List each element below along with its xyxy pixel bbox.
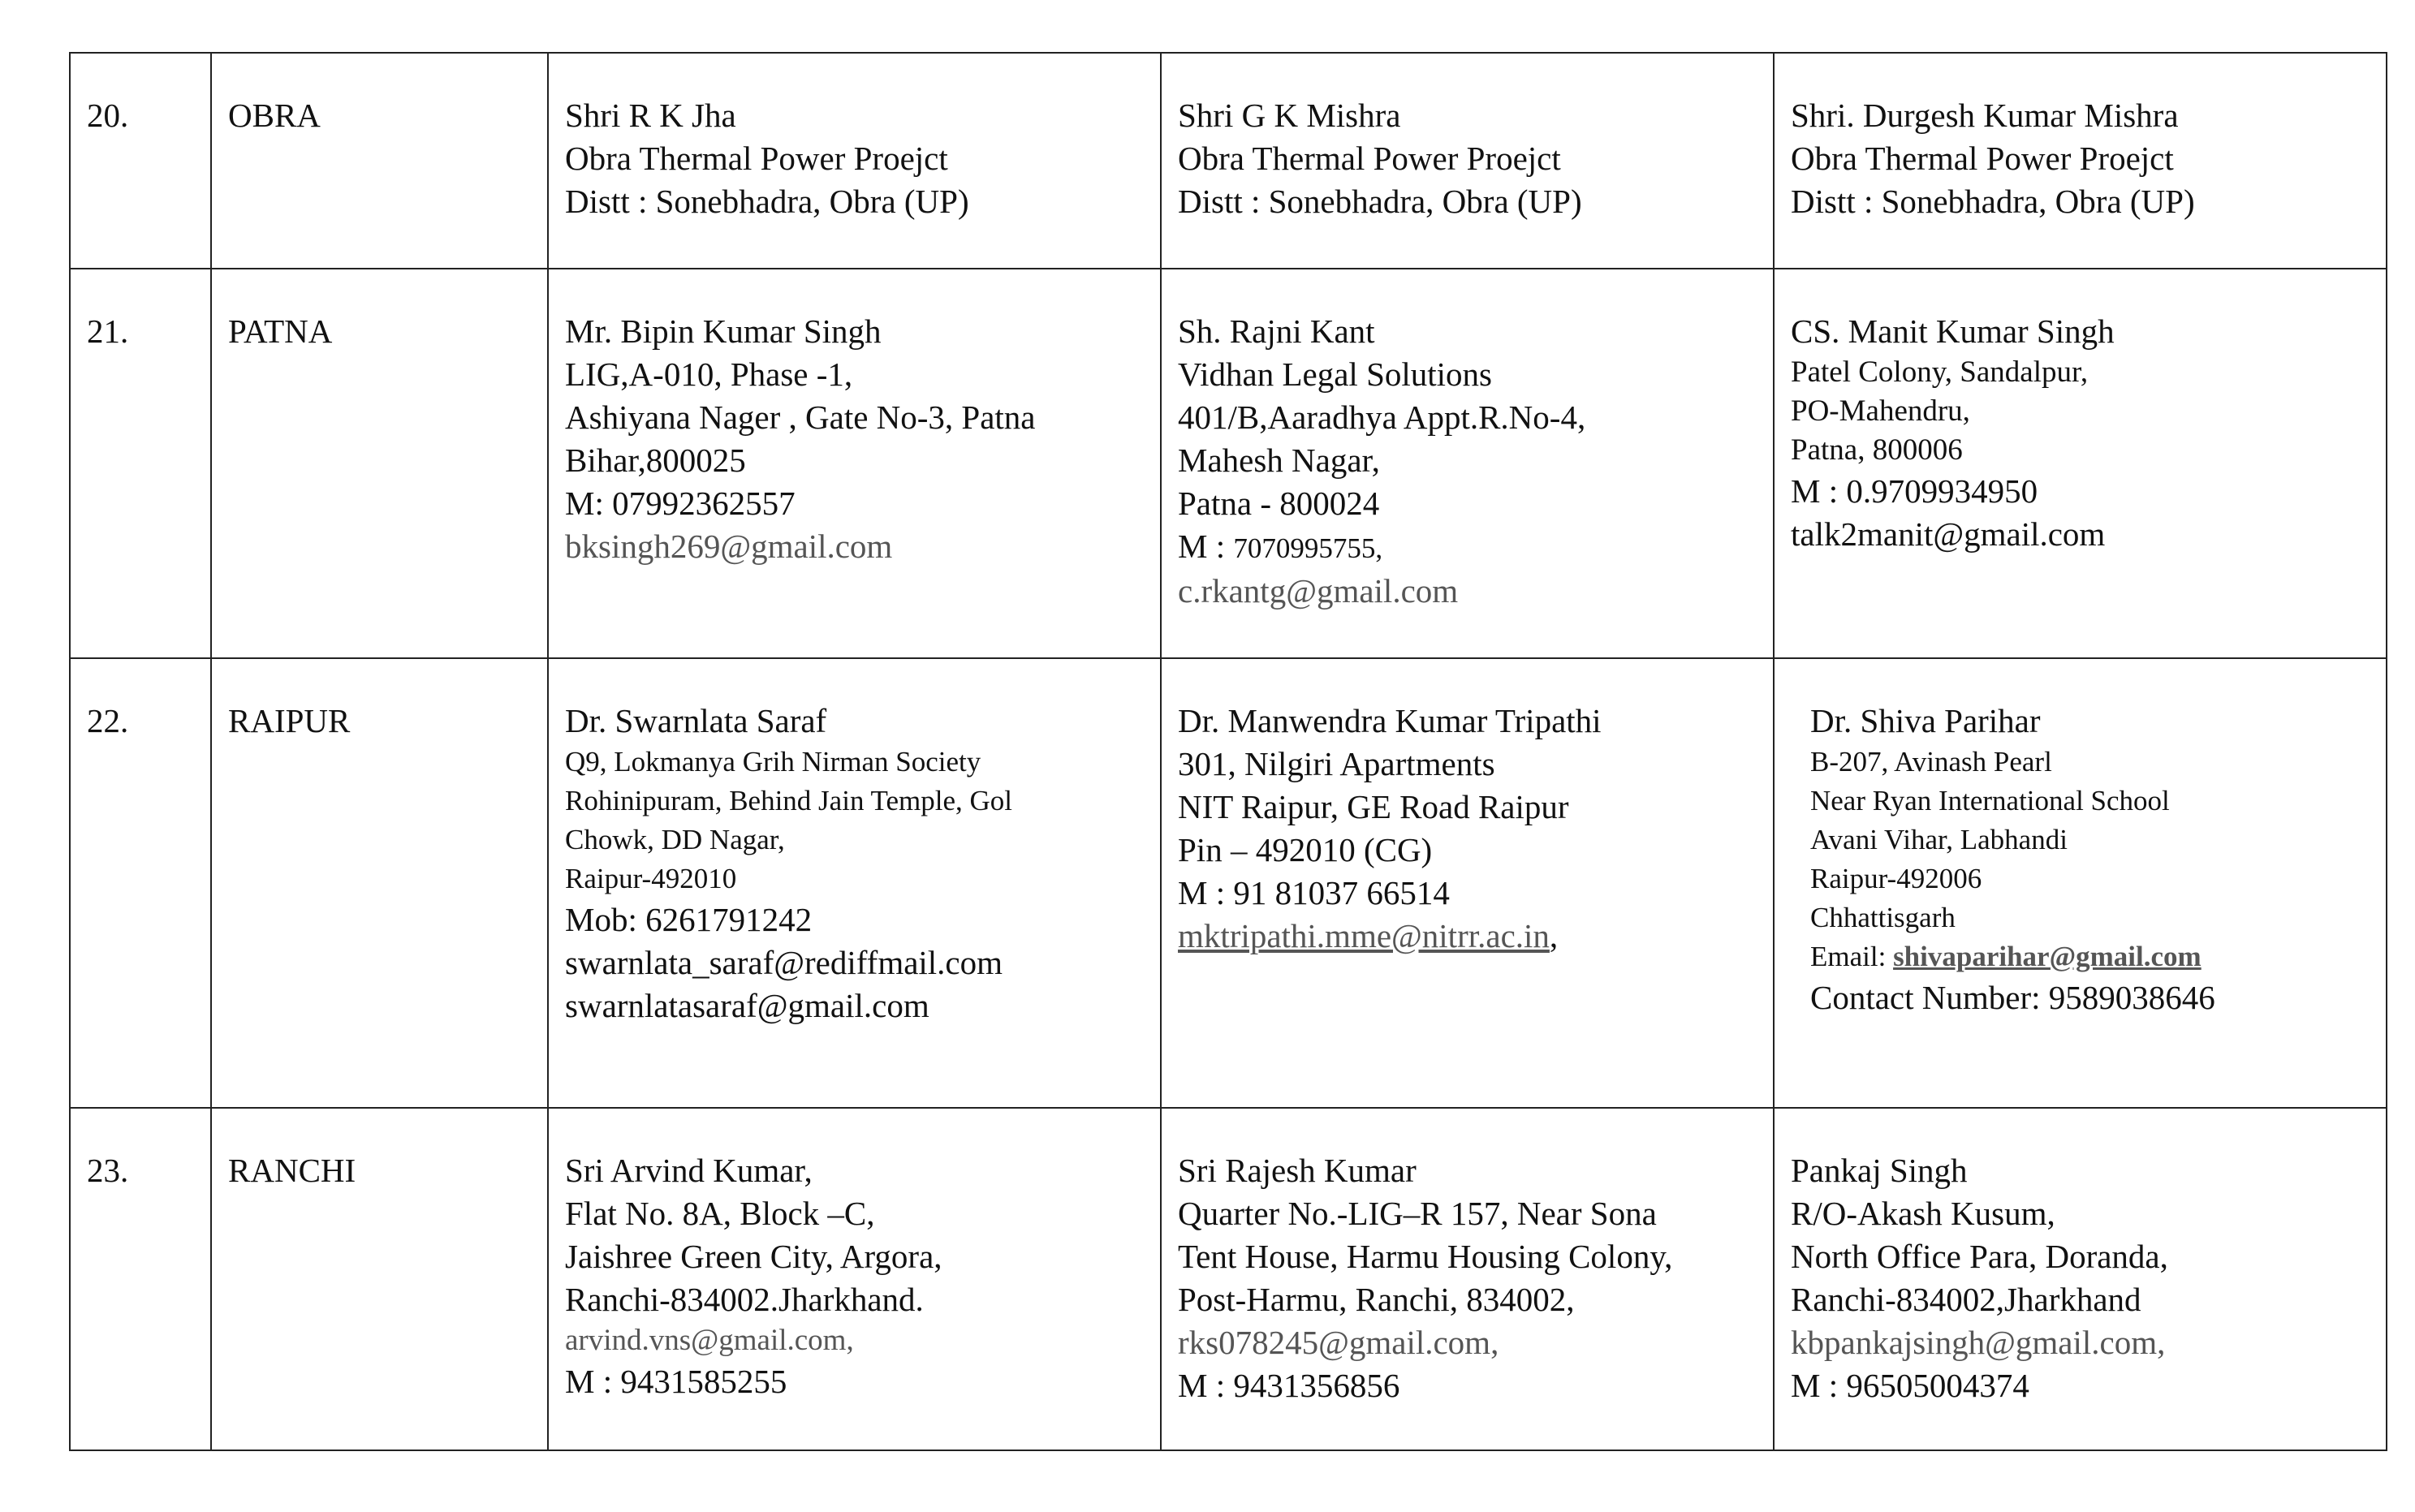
address-line: NIT Raipur, GE Road Raipur	[1178, 788, 1569, 825]
chapter-cell	[211, 658, 548, 1108]
address-line: Quarter No.-LIG–R 157, Near Sona	[1178, 1195, 1657, 1232]
phone-number: M : 96505004374	[1791, 1367, 2029, 1404]
chapter-name: RAIPUR	[228, 702, 351, 739]
chapter-name: OBRA	[228, 97, 321, 134]
address-line: Ranchi-834002,Jharkhand	[1791, 1281, 2141, 1318]
serial-number-cell	[70, 53, 211, 269]
serial-number: 21.	[87, 312, 129, 350]
contact-cell	[548, 53, 1161, 269]
email-link[interactable]: swarnlatasaraf@gmail.com	[565, 987, 929, 1024]
address-line: Rohinipuram, Behind Jain Temple, Gol	[565, 785, 1013, 816]
serial-number-cell	[70, 658, 211, 1108]
address-line: 301, Nilgiri Apartments	[1178, 745, 1495, 782]
address-line: Post-Harmu, Ranchi, 834002,	[1178, 1281, 1575, 1318]
phone-number	[1178, 525, 1757, 570]
chapter-name: RANCHI	[228, 1152, 356, 1189]
table-row	[70, 53, 2387, 269]
serial-number: 23.	[87, 1152, 129, 1189]
email-link[interactable]: swarnlata_saraf@rediffmail.com	[565, 944, 1003, 981]
table-row	[70, 658, 2387, 1108]
contact-cell	[1774, 658, 2387, 1108]
address-line: Near Ryan International School	[1810, 785, 2170, 816]
contact-name: Pankaj Singh	[1791, 1152, 1968, 1189]
phone-number: Contact Number: 9589038646	[1810, 979, 2215, 1016]
contact-name: Dr. Shiva Parihar	[1810, 702, 2041, 739]
phone-number: M: 07992362557	[565, 485, 796, 522]
chapter-cell	[211, 53, 548, 269]
contact-cell	[548, 658, 1161, 1108]
phone-number: M : 91 81037 66514	[1178, 874, 1450, 911]
address-line: B-207, Avinash Pearl	[1810, 746, 2052, 778]
address-line: Chhattisgarh	[1810, 902, 1956, 933]
email-link[interactable]: c.rkantg@gmail.com	[1178, 572, 1459, 610]
contact-name: Mr. Bipin Kumar Singh	[565, 312, 882, 350]
address-line: Patna - 800024	[1178, 485, 1380, 522]
address-line: Mahesh Nagar,	[1178, 442, 1380, 479]
phone-number: Mob: 6261791242	[565, 901, 813, 938]
address-line: Tent House, Harmu Housing Colony,	[1178, 1238, 1673, 1275]
email-line	[1791, 937, 2370, 976]
contact-cell	[1161, 658, 1774, 1108]
email-line	[1178, 915, 1757, 958]
phone-label: M :	[1178, 528, 1234, 565]
address-line: Obra Thermal Power Proejct	[1178, 140, 1561, 177]
contact-cell	[1774, 53, 2387, 269]
phone-number: M : 9431356856	[1178, 1367, 1400, 1404]
serial-number-cell	[70, 1108, 211, 1450]
contact-name: Sri Arvind Kumar,	[565, 1152, 813, 1189]
contact-name: CS. Manit Kumar Singh	[1791, 312, 2115, 350]
address-line: Pin – 492010 (CG)	[1178, 831, 1433, 868]
chapter-name: PATNA	[228, 312, 333, 350]
contact-name: Shri. Durgesh Kumar Mishra	[1791, 97, 2179, 134]
email-link[interactable]: rks078245@gmail.com,	[1178, 1324, 1499, 1361]
contact-name: Shri R K Jha	[565, 97, 736, 134]
table-row	[70, 1108, 2387, 1450]
email-link[interactable]: talk2manit@gmail.com	[1791, 515, 2106, 553]
address-line: Raipur-492010	[565, 863, 737, 894]
address-line: Avani Vihar, Labhandi	[1810, 824, 2068, 855]
serial-number: 22.	[87, 702, 129, 739]
table-row	[70, 269, 2387, 658]
address-line: Obra Thermal Power Proejct	[1791, 140, 2174, 177]
serial-number: 20.	[87, 97, 129, 134]
address-line: 401/B,Aaradhya Appt.R.No-4,	[1178, 398, 1586, 436]
phone-value: 7070995755,	[1233, 532, 1383, 564]
email-link[interactable]: arvind.vns@gmail.com,	[565, 1324, 854, 1357]
contact-cell	[548, 269, 1161, 658]
contact-name: Sh. Rajni Kant	[1178, 312, 1375, 350]
email-link[interactable]: shivaparihar@gmail.com	[1893, 941, 2202, 972]
contact-cell	[1774, 1108, 2387, 1450]
address-line: Flat No. 8A, Block –C,	[565, 1195, 875, 1232]
address-line: Distt : Sonebhadra, Obra (UP)	[1178, 183, 1582, 220]
chapter-cell	[211, 269, 548, 658]
contact-cell	[1774, 269, 2387, 658]
address-line: Chowk, DD Nagar,	[565, 824, 785, 855]
contact-name: Sri Rajesh Kumar	[1178, 1152, 1417, 1189]
address-line: Vidhan Legal Solutions	[1178, 355, 1492, 393]
email-label: Email:	[1810, 941, 1894, 972]
address-line: R/O-Akash Kusum,	[1791, 1195, 2055, 1232]
email-link[interactable]: kbpankajsingh@gmail.com,	[1791, 1324, 2166, 1361]
address-line: Raipur-492006	[1810, 863, 1982, 894]
contact-cell	[1161, 1108, 1774, 1450]
address-line: Bihar,800025	[565, 442, 746, 479]
address-line: PO-Mahendru,	[1791, 394, 1970, 428]
contact-name: Dr. Manwendra Kumar Tripathi	[1178, 702, 1602, 739]
address-line: Q9, Lokmanya Grih Nirman Society	[565, 746, 981, 778]
contact-cell	[1161, 269, 1774, 658]
address-line: Jaishree Green City, Argora,	[565, 1238, 942, 1275]
address-line: Obra Thermal Power Proejct	[565, 140, 948, 177]
phone-number: M : 0.9709934950	[1791, 472, 2038, 510]
phone-number: M : 9431585255	[565, 1363, 787, 1400]
address-line: LIG,A-010, Phase -1,	[565, 355, 853, 393]
chapter-cell	[211, 1108, 548, 1450]
email-link[interactable]: mktripathi.mme@nitrr.ac.in	[1178, 917, 1550, 954]
address-line: Distt : Sonebhadra, Obra (UP)	[1791, 183, 2195, 220]
email-separator: ,	[1549, 917, 1559, 954]
contact-cell	[548, 1108, 1161, 1450]
contact-name: Shri G K Mishra	[1178, 97, 1401, 134]
address-line: Distt : Sonebhadra, Obra (UP)	[565, 183, 969, 220]
address-line: Patel Colony, Sandalpur,	[1791, 355, 2089, 389]
address-line: Patna, 800006	[1791, 433, 1963, 467]
contact-cell	[1161, 53, 1774, 269]
email-link[interactable]: bksingh269@gmail.com	[565, 528, 893, 565]
address-line: Ashiyana Nager , Gate No-3, Patna	[565, 398, 1036, 436]
serial-number-cell	[70, 269, 211, 658]
address-line: Ranchi-834002.Jharkhand.	[565, 1281, 924, 1318]
contact-name: Dr. Swarnlata Saraf	[565, 702, 827, 739]
address-line: North Office Para, Doranda,	[1791, 1238, 2168, 1275]
contacts-table	[69, 52, 2387, 1451]
